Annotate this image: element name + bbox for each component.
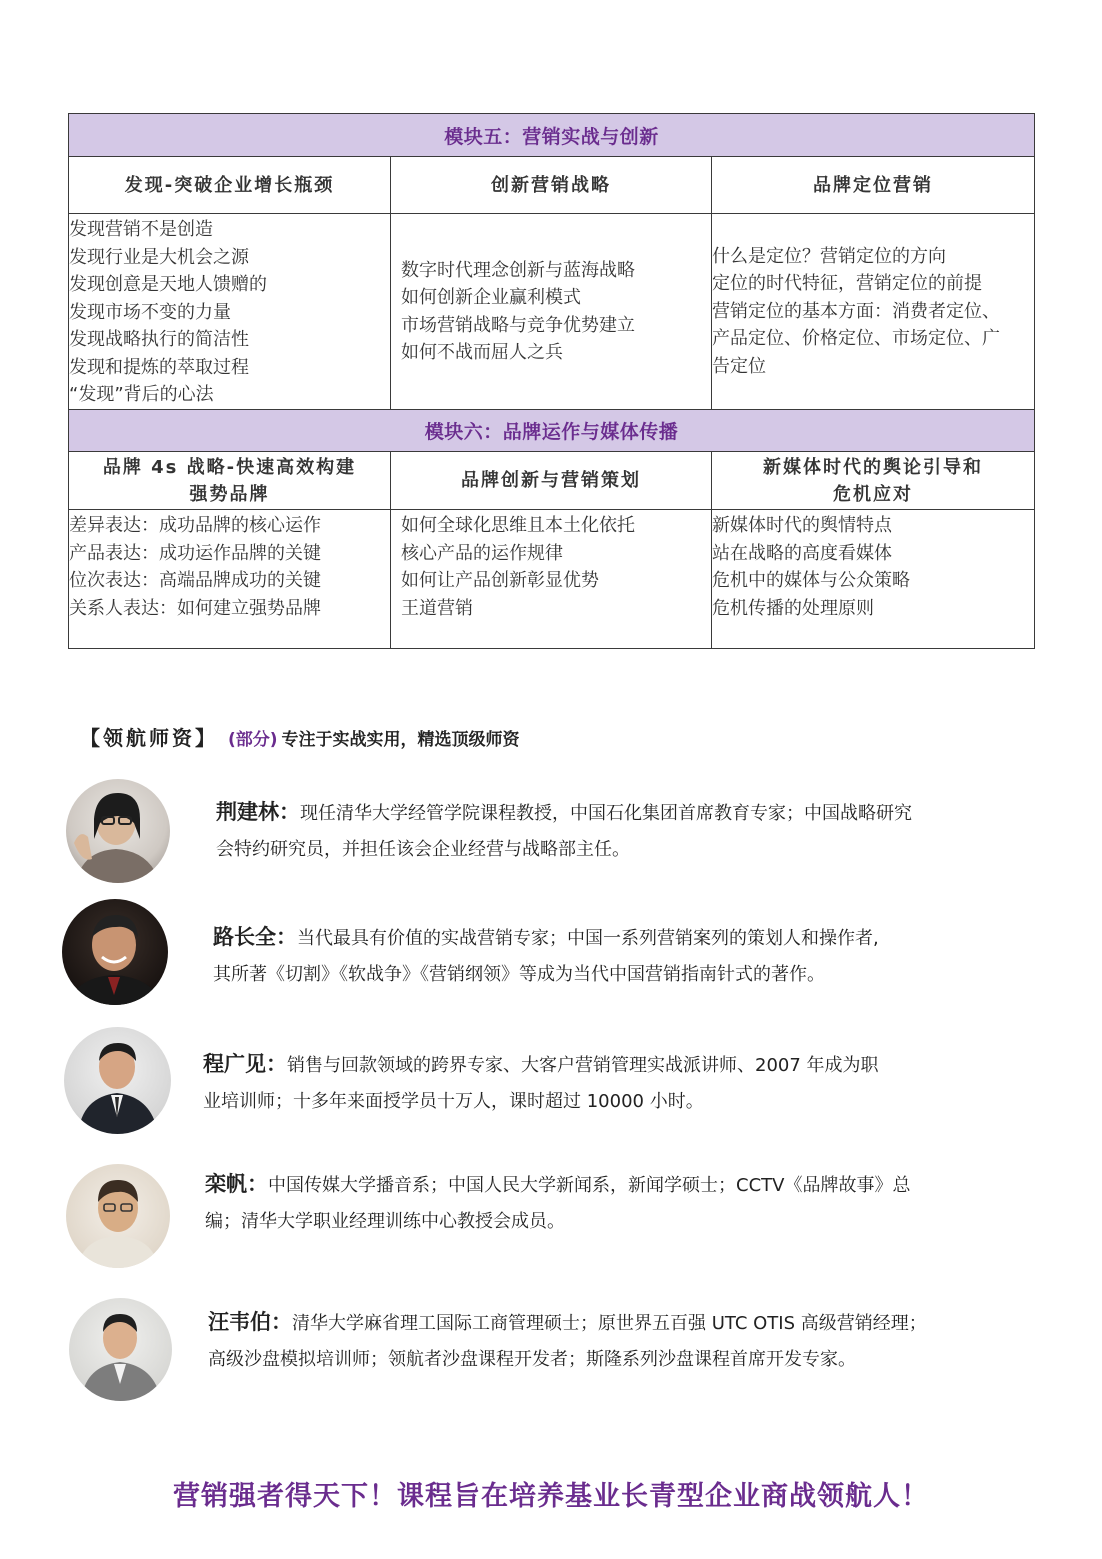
module-six-col-3 (712, 510, 1035, 649)
faculty-title: 【领航师资】 (80, 726, 218, 750)
teacher-bio-line: 当代最具有价值的实战营销专家；中国一系列营销案列的策划人和操作者, (297, 928, 879, 949)
list-item: 发现创意是天地人馈赠的 (69, 274, 267, 295)
list-item: 危机中的媒体与公众策略 (712, 570, 910, 591)
list-item: 新媒体时代的舆情特点 (712, 515, 892, 536)
module-six-col-1 (69, 510, 391, 649)
list-item: 差异表达：成功品牌的核心运作 (69, 515, 321, 536)
teacher-bio-line: 高级沙盘模拟培训师；领航者沙盘课程开发者；斯隆系列沙盘课程首席开发专家。 (208, 1349, 856, 1370)
module-five-col-2 (391, 214, 712, 410)
module-six-column-headers (69, 452, 1035, 510)
teacher-bio-line: 销售与回款领域的跨界专家、大客户营销管理实战派讲师、2007 年成为职 (287, 1055, 879, 1076)
teacher-photo-icon (66, 779, 170, 883)
list-item: 如何全球化思维且本土化依托 (401, 515, 635, 536)
module-five-col-1 (69, 214, 391, 410)
module-five-header-3: 品牌定位营销 (712, 157, 1035, 214)
teacher-bio (213, 919, 879, 993)
list-item: 营销定位的基本方面：消费者定位、 (712, 300, 1000, 322)
teacher-bio-line: 清华大学麻省理工国际工商管理硕士；原世界五百强 UTC OTIS 高级营销经理； (292, 1313, 927, 1334)
faculty-description: 专注于实战实用，精选顶级师资 (281, 730, 520, 750)
header-line: 新媒体时代的舆论引导和 (763, 456, 984, 478)
avatar (62, 899, 168, 1005)
list-item: 定位的时代特征，营销定位的前提 (712, 273, 982, 295)
list-item: 发现行业是大机会之源 (69, 246, 249, 268)
avatar (66, 1164, 170, 1268)
list-item: 如何不战而屈人之兵 (401, 342, 563, 363)
faculty-section-title (80, 722, 520, 751)
list-item: 发现战略执行的简洁性 (69, 329, 249, 350)
avatar (66, 779, 170, 883)
list-item: 告定位 (712, 355, 766, 377)
teacher-bio (208, 1304, 927, 1378)
teacher-photo-icon (62, 899, 168, 1005)
module-five-content (69, 214, 1035, 410)
list-item: 关系人表达：如何建立强势品牌 (69, 597, 321, 619)
teacher-bio (216, 794, 912, 868)
list-item: 产品定位、价格定位、市场定位、广 (712, 328, 1000, 350)
list-item: 危机传播的处理原则 (712, 597, 874, 619)
list-item: 王道营销 (401, 597, 473, 619)
teacher-photo-icon (69, 1298, 172, 1401)
teacher-bio-line: 现任清华大学经管学院课程教授，中国石化集团首席教育专家；中国战略研究 (300, 803, 912, 824)
list-item: 什么是定位？营销定位的方向 (712, 245, 946, 267)
list-item: “发现”背后的心法 (69, 384, 214, 405)
module-five-header (69, 114, 1035, 157)
avatar (69, 1298, 172, 1401)
module-five-col-3 (712, 214, 1035, 410)
teacher-name: 栾帆： (205, 1172, 268, 1196)
module-six-header-3 (712, 452, 1035, 510)
list-item: 市场营销战略与竞争优势建立 (401, 314, 635, 336)
list-item: 产品表达：成功运作品牌的关键 (69, 542, 321, 564)
list-item: 数字时代理念创新与蓝海战略 (401, 259, 635, 281)
course-module-table (68, 113, 1035, 649)
avatar (64, 1027, 171, 1134)
teacher-bio-line: 中国传媒大学播音系；中国人民大学新闻系，新闻学硕士；CCTV《品牌故事》总 (268, 1175, 911, 1196)
teacher-name: 荆建林： (216, 800, 300, 824)
teacher-bio-line: 其所著《切割》《软战争》《营销纲领》等成为当代中国营销指南针式的著作。 (213, 964, 825, 985)
teacher-bio (203, 1046, 879, 1120)
teacher-name: 汪韦伯： (208, 1310, 292, 1334)
teacher-bio-line: 会特约研究员，并担任该会企业经营与战略部主任。 (216, 839, 630, 860)
teacher-name: 路长全： (213, 925, 297, 949)
list-item: 发现市场不变的力量 (69, 301, 231, 323)
module-five-header-1: 发现-突破企业增长瓶颈 (69, 157, 391, 214)
header-line: 危机应对 (833, 483, 914, 505)
header-line: 强势品牌 (189, 483, 270, 505)
teacher-photo-icon (66, 1164, 170, 1268)
module-five-header-2: 创新营销战略 (391, 157, 712, 214)
list-item: 发现营销不是创造 (69, 219, 213, 240)
header-line: 品牌创新与营销策划 (461, 470, 641, 491)
teacher-bio-line: 编；清华大学职业经理训练中心教授会成员。 (205, 1211, 565, 1232)
teacher-photo-icon (64, 1027, 171, 1134)
module-five-title: 模块五：营销实战与创新 (69, 114, 1035, 157)
list-item: 位次表达：高端品牌成功的关键 (69, 570, 321, 591)
faculty-partial-note: (部分) (228, 730, 278, 750)
module-six-col-2 (391, 510, 712, 649)
list-item: 站在战略的高度看媒体 (712, 542, 892, 564)
module-six-content (69, 510, 1035, 649)
module-six-header (69, 410, 1035, 452)
teacher-bio-line: 业培训师；十多年来面授学员十万人，课时超过 10000 小时。 (203, 1091, 704, 1112)
module-six-title: 模块六：品牌运作与媒体传播 (69, 410, 1035, 452)
list-item: 发现和提炼的萃取过程 (69, 356, 249, 378)
module-six-header-1 (69, 452, 391, 510)
teacher-bio (205, 1166, 910, 1240)
course-slogan: 营销强者得天下！课程旨在培养基业长青型企业商战领航人！ (173, 1481, 929, 1512)
module-five-column-headers (69, 157, 1035, 214)
list-item: 核心产品的运作规律 (401, 542, 563, 564)
header-line: 品牌 4s 战略-快速高效构建 (102, 456, 357, 478)
teacher-name: 程广见： (203, 1052, 287, 1076)
list-item: 如何创新企业赢利模式 (401, 287, 581, 308)
list-item: 如何让产品创新彰显优势 (401, 570, 599, 591)
module-six-header-2 (391, 452, 712, 510)
